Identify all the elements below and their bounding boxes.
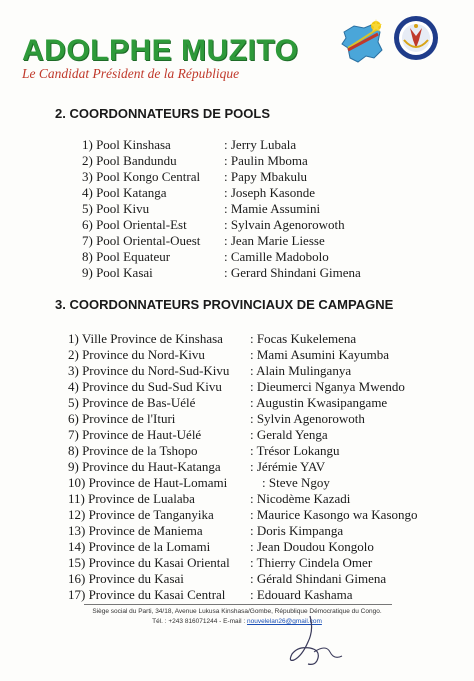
- list-item-name: [250, 411, 365, 426]
- list-item: [68, 395, 195, 410]
- list-item-name: [250, 491, 350, 506]
- list-item-name: [224, 153, 308, 168]
- list-item: [68, 491, 195, 506]
- list-item: [68, 347, 205, 362]
- list-item-name: [250, 459, 325, 474]
- list-item: [68, 523, 203, 538]
- province-label: 14) Province de la Lomami: [68, 539, 211, 554]
- list-item-name: [250, 587, 353, 602]
- footer-address: Siège social du Parti, 34/18, Avenue Lukusa Kinshasa/Gombe, République Démocratique du Congo.: [92, 608, 382, 615]
- coordinator-name: : Mami Asumini Kayumba: [250, 347, 390, 362]
- pool-label: 1) Pool Kinshasa: [82, 137, 171, 152]
- list-item: [82, 217, 187, 232]
- pools-section-title: 2. COORDONNATEURS DE POOLS: [55, 106, 271, 121]
- coordinator-name: : Camille Madobolo: [224, 249, 329, 264]
- list-item-name: [224, 185, 315, 200]
- province-label: 13) Province de Maniema: [68, 523, 203, 538]
- footer-email-link[interactable]: nouvelelan26@gmail.com: [246, 618, 322, 625]
- coordinator-name: : Focas Kukelemena: [250, 331, 357, 346]
- list-item: [82, 249, 170, 264]
- province-label: 8) Province de la Tshopo: [68, 443, 198, 458]
- pool-label: 3) Pool Kongo Central: [82, 169, 201, 184]
- list-item: [68, 427, 201, 442]
- list-item: [68, 363, 229, 378]
- list-item-name: [224, 201, 320, 216]
- province-label: 11) Province de Lualaba: [68, 491, 195, 506]
- list-item-name: [250, 379, 405, 394]
- pool-label: 6) Pool Oriental-Est: [82, 217, 187, 232]
- list-item-name: [224, 217, 345, 232]
- pool-label: 4) Pool Katanga: [82, 185, 167, 200]
- coordinator-name: : Alain Mulinganya: [250, 363, 352, 378]
- list-item-name: [250, 395, 387, 410]
- list-item-name: [250, 507, 418, 522]
- footer-phone: Tél. : +243 816071244 - E-mail :: [152, 618, 247, 625]
- list-item-name: [224, 249, 329, 264]
- list-item: [68, 587, 225, 602]
- list-item-name: [224, 233, 325, 248]
- list-item: [82, 185, 166, 200]
- coordinator-name: : Dieumerci Nganya Mwendo: [250, 379, 405, 394]
- coordinator-name: : Gerald Yenga: [250, 427, 328, 442]
- list-item: [68, 379, 222, 394]
- province-label: 3) Province du Nord-Sud-Kivu: [68, 363, 230, 378]
- province-label: 5) Province de Bas-Uélé: [68, 395, 196, 410]
- province-label: 4) Province du Sud-Sud Kivu: [68, 379, 222, 394]
- pool-label: 7) Pool Oriental-Ouest: [82, 233, 201, 248]
- party-map-logo-icon: [336, 18, 386, 66]
- list-item: [68, 571, 184, 586]
- list-item: [68, 475, 227, 490]
- signature-icon: [280, 612, 350, 670]
- province-label: 6) Province de l'Ituri: [68, 411, 176, 426]
- coordinator-name: : Gerard Shindani Gimena: [224, 265, 361, 280]
- list-item-name: [250, 331, 356, 346]
- province-label: 1) Ville Province de Kinshasa: [68, 331, 223, 346]
- list-item-name: [224, 169, 307, 184]
- footer-contact: [0, 618, 474, 625]
- list-item-name: [224, 265, 361, 280]
- pool-label: 9) Pool Kasai: [82, 265, 153, 280]
- province-label: 9) Province du Haut-Katanga: [68, 459, 221, 474]
- list-item-name: [224, 137, 296, 152]
- coordinator-name: : Edouard Kashama: [250, 587, 353, 602]
- list-item-name: [250, 363, 351, 378]
- coordinator-name: : Nicodème Kazadi: [250, 491, 351, 506]
- coordinator-name: : Trésor Lokangu: [250, 443, 340, 458]
- list-item: [68, 331, 223, 346]
- province-label: 2) Province du Nord-Kivu: [68, 347, 205, 362]
- pool-label: 2) Pool Bandundu: [82, 153, 177, 168]
- coordinator-name: : Doris Kimpanga: [250, 523, 344, 538]
- list-item: [68, 539, 210, 554]
- list-item-name: [250, 347, 389, 362]
- provinces-section-title: 3. COORDONNATEURS PROVINCIAUX DE CAMPAGNE: [55, 297, 394, 312]
- province-label: 12) Province de Tanganyika: [68, 507, 214, 522]
- coordinator-name: : Steve Ngoy: [262, 475, 330, 490]
- list-item: [82, 153, 177, 168]
- list-item-name: [250, 571, 386, 586]
- coordinator-name: : Mamie Assumini: [224, 201, 321, 216]
- list-item: [68, 507, 214, 522]
- province-label: 17) Province du Kasai Central: [68, 587, 226, 602]
- list-item: [68, 411, 175, 426]
- list-item: [68, 555, 230, 570]
- pool-label: 5) Pool Kivu: [82, 201, 150, 216]
- list-item: [82, 265, 153, 280]
- footer-divider: [84, 604, 392, 605]
- pool-label: 8) Pool Equateur: [82, 249, 171, 264]
- province-label: 10) Province de Haut-Lomami: [68, 475, 228, 490]
- list-item: [82, 137, 171, 152]
- list-item-name: [262, 475, 330, 490]
- coordinator-name: : Augustin Kwasipangame: [250, 395, 388, 410]
- list-item-name: [250, 523, 343, 538]
- list-item: [82, 201, 149, 216]
- coordinator-name: : Gérald Shindani Gimena: [250, 571, 387, 586]
- coordinator-name: : Thierry Cindela Omer: [250, 555, 373, 570]
- list-item-name: [250, 443, 340, 458]
- list-item: [68, 443, 198, 458]
- coordinator-name: : Sylvin Agenorowoth: [250, 411, 365, 426]
- coordinator-name: : Jerry Lubala: [224, 137, 297, 152]
- brand-title: ADOLPHE MUZITO: [22, 34, 299, 67]
- coordinator-name: : Sylvain Agenorowoth: [224, 217, 345, 232]
- list-item: [82, 169, 200, 184]
- party-seal-icon: [392, 14, 440, 62]
- coordinator-name: : Paulin Mboma: [224, 153, 308, 168]
- coordinator-name: : Maurice Kasongo wa Kasongo: [250, 507, 418, 522]
- list-item: [68, 459, 221, 474]
- coordinator-name: : Jérémie YAV: [250, 459, 326, 474]
- coordinator-name: : Jean Doudou Kongolo: [250, 539, 374, 554]
- province-label: 16) Province du Kasai: [68, 571, 184, 586]
- list-item-name: [250, 555, 372, 570]
- province-label: 15) Province du Kasai Oriental: [68, 555, 230, 570]
- list-item: [82, 233, 200, 248]
- coordinator-name: : Papy Mbakulu: [224, 169, 308, 184]
- coordinator-name: : Joseph Kasonde: [224, 185, 315, 200]
- list-item-name: [250, 427, 328, 442]
- coordinator-name: : Jean Marie Liesse: [224, 233, 325, 248]
- list-item-name: [250, 539, 374, 554]
- province-label: 7) Province de Haut-Uélé: [68, 427, 202, 442]
- brand-tagline: Le Candidat Président de la République: [22, 66, 240, 81]
